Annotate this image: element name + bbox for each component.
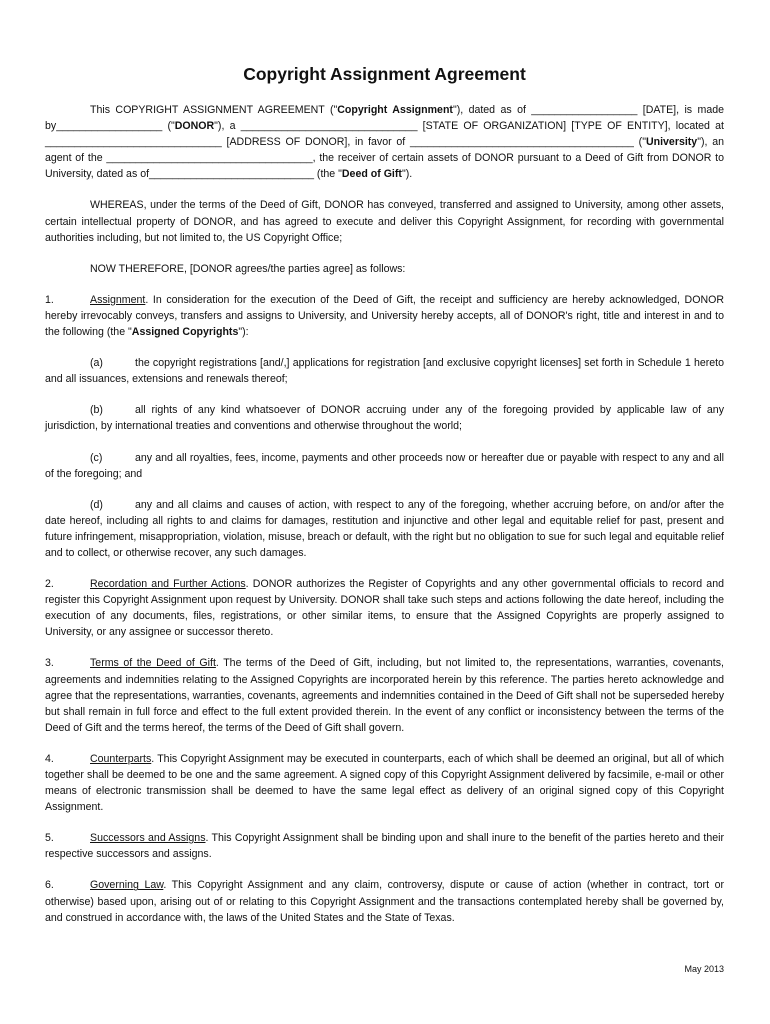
subsection-label: (a) bbox=[90, 357, 103, 370]
whereas-paragraph: WHEREAS, under the terms of the Deed of Gift, DONOR has conveyed, transferred and assigned to University, among other assets, certain intellectual property of DONOR, and has agreed to execute and deliver this Copyright Assignment, for recording with governmental authorities including, but not limited to, the US Copyright Office; bbox=[45, 199, 724, 244]
subsection-label: (b) bbox=[90, 404, 103, 417]
section-heading: Successors and Assigns bbox=[90, 832, 206, 845]
subsection-a bbox=[45, 355, 724, 387]
section-heading: Counterparts bbox=[90, 752, 152, 765]
section-number: 6. bbox=[45, 879, 54, 892]
section-4 bbox=[45, 751, 724, 815]
section-text: . The terms of the Deed of Gift, including, but not limited to, the representations, warranties, covenants, agreements and indemnities relating to the Assigned Copyrights are incorporated herein by this reference. The parties hereto acknowledge and agree that the representations, warranties, covenants, agreements and indemnities contained in the Deed of Gift shall not be superseded hereby but shall remain in full force and effect to the full extent provided therein. In the event of any conflict or inconsistency between the terms of the Deed of Gift and the terms hereof, the terms of the Deed of Gift shall govern. bbox=[45, 657, 724, 734]
intro-paragraph bbox=[45, 102, 724, 182]
defined-term: Assigned Copyrights bbox=[131, 326, 239, 339]
section-text: . This Copyright Assignment and any claim, controversy, dispute or cause of action (whether in contract, tort or otherwise) based upon, arising out of or relating to this Copyright Assignment and the transactions contemplated hereby shall be governed by, and construed in accordance with, the laws of the United States and the State of Texas. bbox=[45, 879, 725, 924]
subsection-b bbox=[45, 402, 724, 434]
intro-text: This COPYRIGHT ASSIGNMENT AGREEMENT (" bbox=[90, 104, 338, 116]
subsection-text: any and all royalties, fees, income, payments and other proceeds now or hereafter due or payable with respect to any and all of the foregoing; and bbox=[45, 451, 724, 480]
defined-term: University bbox=[645, 136, 698, 149]
subsection-label: (c) bbox=[90, 451, 103, 464]
section-6 bbox=[45, 877, 724, 925]
section-text: . In consideration for the execution of the Deed of Gift, the receipt and sufficiency are hereby acknowledged, DONOR hereby irrevocably conveys, transfers and assigns to University, and University hereby accepts, all of DONOR's right, title and interest in and to the following (the " bbox=[45, 293, 724, 339]
intro-text: "), an agent of the ___________________________________, the receiver of certain assets of DONOR pursuant to a Deed of Gift from DONOR to University, dated as of____________________________ (the " bbox=[45, 136, 724, 181]
section-heading: Recordation and Further Actions bbox=[90, 578, 246, 591]
section-text: . This Copyright Assignment may be executed in counterparts, each of which shall be deemed an original, but all of which together shall be deemed to be one and the same agreement. A signed copy of this Copyright Assignment delivered by facsimile, e-mail or other means of electronic transmission shall be deemed to have the same legal effect as delivery of an original signed copy of this Copyright Assignment. bbox=[45, 752, 724, 814]
section-number: 3. bbox=[45, 657, 54, 670]
subsection-c bbox=[45, 450, 724, 482]
section-5 bbox=[45, 830, 724, 862]
intro-text: "), a ______________________________ [STATE OF ORGANIZATION] [TYPE OF ENTITY], located at ______________________________ [ADDRESS OF DONOR], in favor of ______________________________________ (" bbox=[45, 120, 724, 149]
subsection-text: the copyright registrations [and/,] applications for registration [and exclusive copyright licenses] set forth in Schedule 1 hereto and all issuances, extensions and renewals thereof; bbox=[45, 357, 724, 386]
intro-text: "). bbox=[401, 168, 413, 181]
section-text: "): bbox=[238, 326, 249, 339]
defined-term: Deed of Gift bbox=[341, 168, 402, 181]
section-text: . DONOR authorizes the Register of Copyrights and any other governmental officials to record and register this Copyright Assignment upon request by University. DONOR shall take such steps and actions following the date hereof, including the execution of any documents, files, registrations, or other similar items, to ensure that the Assigned Copyrights are properly assigned to University, or any assignee or successor thereto. bbox=[45, 578, 724, 639]
section-2 bbox=[45, 576, 724, 640]
section-heading: Terms of the Deed of Gift bbox=[90, 657, 216, 670]
section-3 bbox=[45, 655, 724, 735]
section-heading: Assignment bbox=[90, 293, 146, 306]
document-title: Copyright Assignment Agreement bbox=[243, 64, 526, 84]
footer-date: May 2013 bbox=[684, 964, 724, 974]
section-number: 4. bbox=[45, 752, 54, 765]
subsection-label: (d) bbox=[90, 498, 103, 511]
subsection-text: all rights of any kind whatsoever of DONOR accruing under any of the foregoing provided by applicable law of any jurisdiction, by international treaties and conventions and otherwise throughout the world; bbox=[45, 404, 724, 433]
subsection-text: any and all claims and causes of action, with respect to any of the foregoing, whether accruing before, on and/or after the date hereof, including all rights to and claims for damages, restitution and injunctive and other legal and equitable relief for past, present and future infringement, misappropriation, violation, misuse, breach or default, with the right but no obligation to sue for such legal and equitable relief and to collect, or otherwise recover, any such damages. bbox=[45, 498, 724, 559]
subsection-d bbox=[45, 497, 724, 561]
defined-term: Copyright Assignment bbox=[337, 104, 453, 116]
intro-text: "), dated as of __________________ [DATE], is made by__________________ (" bbox=[45, 104, 724, 133]
section-1 bbox=[45, 292, 724, 340]
section-number: 2. bbox=[45, 578, 54, 591]
section-number: 5. bbox=[45, 832, 54, 845]
defined-term: DONOR bbox=[174, 120, 215, 133]
section-text: . This Copyright Assignment shall be binding upon and shall inure to the benefit of the parties hereto and their respective successors and assigns. bbox=[45, 832, 724, 861]
section-heading: Governing Law bbox=[90, 879, 164, 892]
now-therefore-paragraph: NOW THEREFORE, [DONOR agrees/the parties agree] as follows: bbox=[90, 262, 406, 275]
section-number: 1. bbox=[45, 293, 54, 306]
